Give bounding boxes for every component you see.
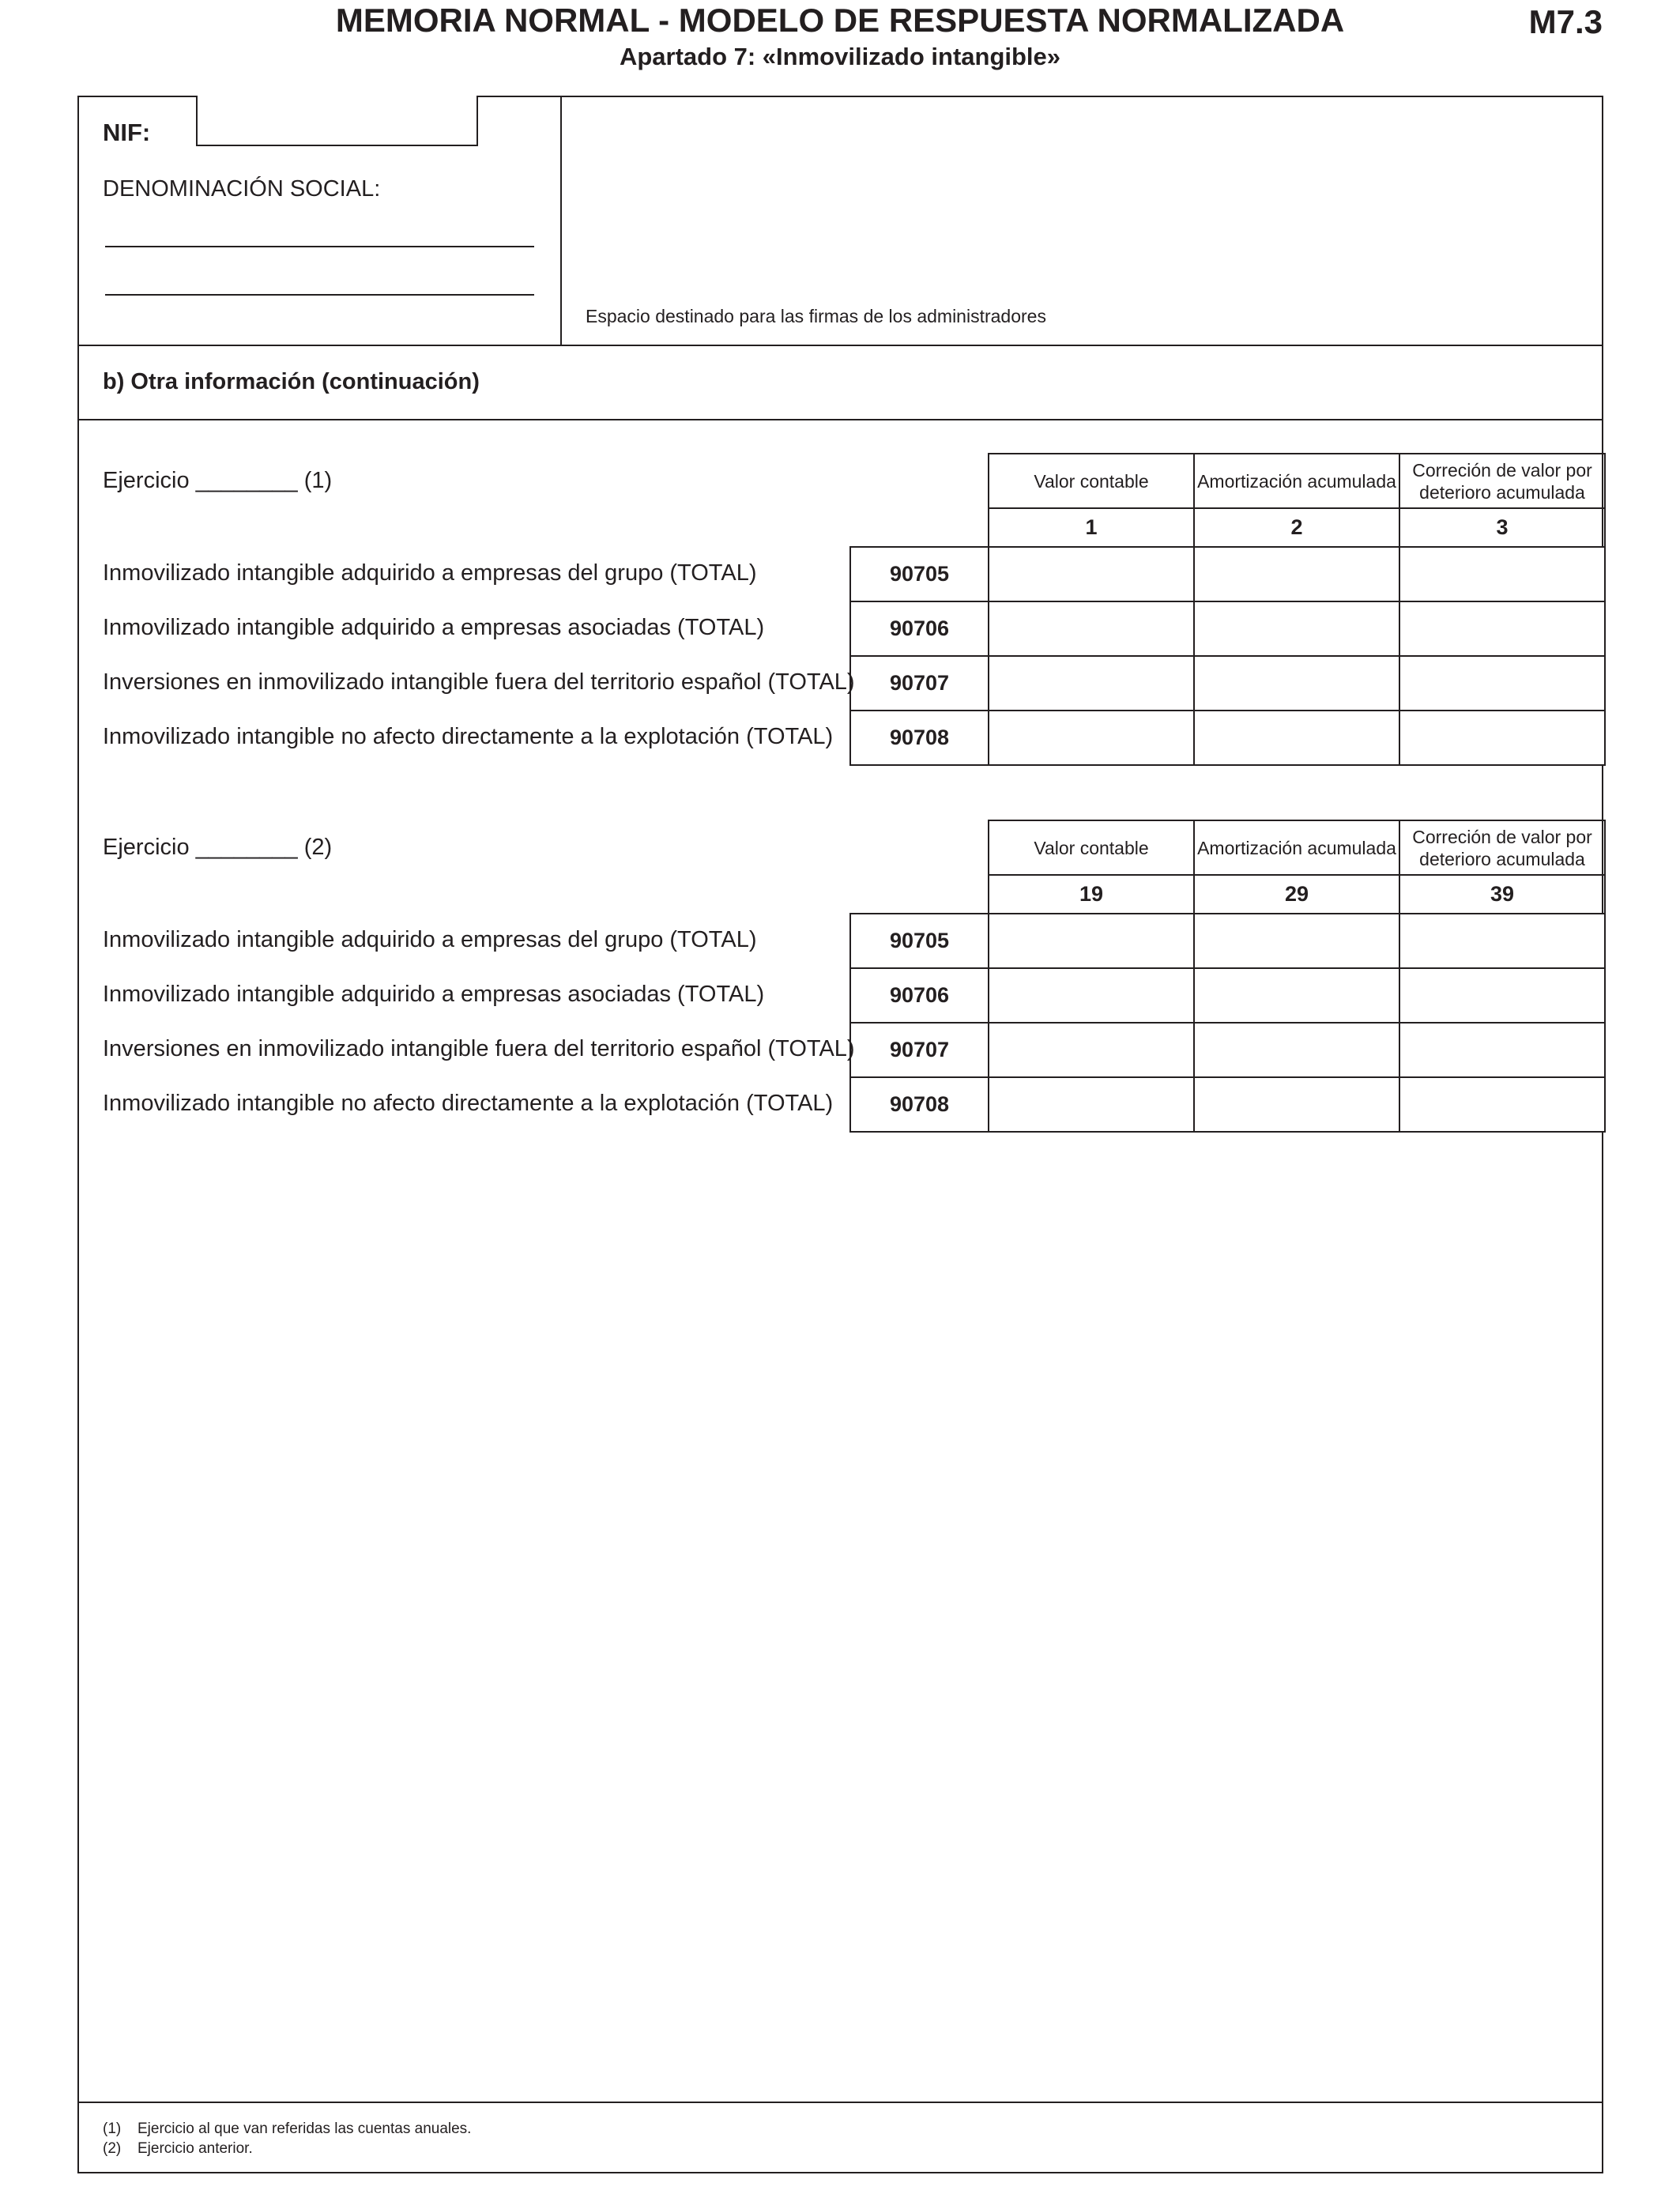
value-cell[interactable] [1194, 1023, 1399, 1077]
value-cell[interactable] [1399, 601, 1605, 656]
value-cell[interactable] [989, 914, 1194, 968]
table2-row-label: Inversiones en inmovilizado intangible fuera del territorio español (TOTAL) [103, 1036, 855, 1061]
table2-col-header: Correción de valor por deterioro acumulada [1399, 820, 1605, 875]
table-row [850, 601, 1605, 656]
table1-corner [850, 454, 989, 508]
row-code: 90707 [850, 656, 989, 711]
table2-row-label: Inmovilizado intangible adquirido a empresas asociadas (TOTAL) [103, 982, 765, 1007]
row-code: 90705 [850, 914, 989, 968]
table-row [850, 968, 1605, 1023]
table-row [850, 656, 1605, 711]
form-subtitle: Apartado 7: «Inmovilizado intangible» [619, 43, 1061, 70]
table1-row-label: Inversiones en inmovilizado intangible fuera del territorio español (TOTAL) [103, 669, 855, 695]
ejercicio-2-label: Ejercicio ________ (2) [103, 835, 333, 860]
table-row [850, 711, 1605, 765]
value-cell[interactable] [989, 968, 1194, 1023]
value-cell[interactable] [1194, 711, 1399, 765]
table-row [850, 547, 1605, 601]
value-cell[interactable] [1399, 547, 1605, 601]
section-top-rule [77, 345, 1603, 346]
row-code: 90706 [850, 968, 989, 1023]
denominacion-line-2[interactable] [105, 294, 534, 296]
table2-grid [849, 820, 1606, 1133]
table2-col-header: Valor contable [989, 820, 1194, 875]
table1-col-number: 3 [1399, 508, 1605, 547]
signature-area-note: Espacio destinado para las firmas de los administradores [586, 306, 1046, 326]
row-code: 90707 [850, 1023, 989, 1077]
table1-col-header: Amortización acumulada [1194, 454, 1399, 508]
value-cell[interactable] [1194, 968, 1399, 1023]
footnote-rule [77, 2102, 1603, 2103]
value-cell[interactable] [989, 547, 1194, 601]
value-cell[interactable] [1194, 547, 1399, 601]
footnote-text: Ejercicio al que van referidas las cuentas anuales. [137, 2120, 472, 2137]
value-cell[interactable] [1194, 601, 1399, 656]
footnote-number: (1) [103, 2120, 122, 2137]
value-cell[interactable] [989, 1077, 1194, 1132]
denominacion-label: DENOMINACIÓN SOCIAL: [103, 176, 381, 202]
table2-row-label: Inmovilizado intangible no afecto directamente a la explotación (TOTAL) [103, 1091, 834, 1116]
table2-corner [850, 820, 989, 875]
footnote-1 [103, 2120, 471, 2138]
value-cell[interactable] [989, 1023, 1194, 1077]
table1-row-label: Inmovilizado intangible no afecto directamente a la explotación (TOTAL) [103, 724, 834, 749]
table-row [850, 914, 1605, 968]
row-code: 90708 [850, 1077, 989, 1132]
table2-row-label: Inmovilizado intangible adquirido a empresas del grupo (TOTAL) [103, 927, 757, 952]
table1-col-number: 2 [1194, 508, 1399, 547]
model-code: M7.3 [1528, 3, 1603, 40]
table1-corner [850, 508, 989, 547]
row-code: 90705 [850, 547, 989, 601]
value-cell[interactable] [1399, 968, 1605, 1023]
ejercicio-1-label: Ejercicio ________ (1) [103, 468, 333, 493]
value-cell[interactable] [1194, 914, 1399, 968]
value-cell[interactable] [1399, 1023, 1605, 1077]
value-cell[interactable] [1399, 656, 1605, 711]
form-title: MEMORIA NORMAL - MODELO DE RESPUESTA NORMALIZADA [335, 2, 1345, 39]
table1-row-label: Inmovilizado intangible adquirido a empresas asociadas (TOTAL) [103, 615, 765, 640]
value-cell[interactable] [1194, 656, 1399, 711]
row-code: 90708 [850, 711, 989, 765]
section-title: b) Otra información (continuación) [103, 369, 480, 394]
value-cell[interactable] [989, 711, 1194, 765]
table1-col-number: 1 [989, 508, 1194, 547]
footnote-2 [103, 2140, 253, 2158]
table1-grid [849, 453, 1606, 766]
form-frame [77, 96, 1603, 2173]
footnote-text: Ejercicio anterior. [137, 2140, 253, 2157]
value-cell[interactable] [989, 601, 1194, 656]
table1-col-header: Valor contable [989, 454, 1194, 508]
table2-col-number: 19 [989, 875, 1194, 914]
table1-row-label: Inmovilizado intangible adquirido a empresas del grupo (TOTAL) [103, 560, 757, 586]
table2-col-number: 29 [1194, 875, 1399, 914]
denominacion-line-1[interactable] [105, 246, 534, 247]
table2-corner [850, 875, 989, 914]
value-cell[interactable] [1194, 1077, 1399, 1132]
section-bottom-rule [77, 419, 1603, 420]
table-row [850, 1077, 1605, 1132]
signature-area[interactable] [563, 98, 1601, 345]
value-cell[interactable] [1399, 711, 1605, 765]
table2-col-number: 39 [1399, 875, 1605, 914]
row-code: 90706 [850, 601, 989, 656]
id-divider [560, 96, 562, 346]
value-cell[interactable] [1399, 1077, 1605, 1132]
value-cell[interactable] [1399, 914, 1605, 968]
value-cell[interactable] [989, 656, 1194, 711]
table1-col-header: Correción de valor por deterioro acumulada [1399, 454, 1605, 508]
footnote-number: (2) [103, 2140, 122, 2157]
table2-col-header: Amortización acumulada [1194, 820, 1399, 875]
nif-label: NIF: [103, 119, 151, 146]
nif-input-box[interactable] [196, 96, 478, 146]
table-row [850, 1023, 1605, 1077]
